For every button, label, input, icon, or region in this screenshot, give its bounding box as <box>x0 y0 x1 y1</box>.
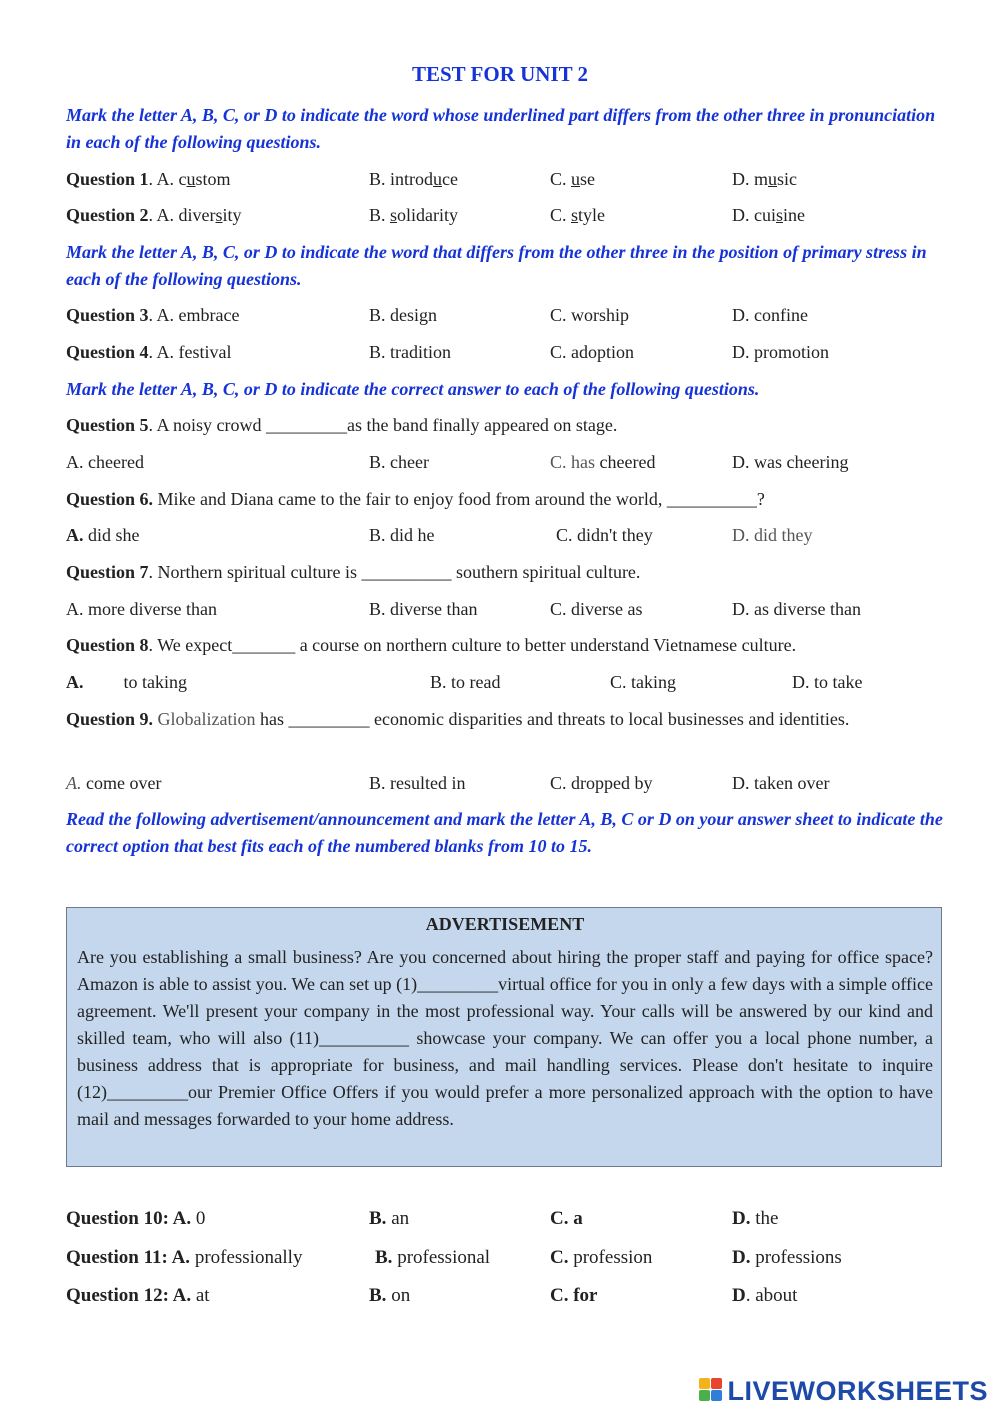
question-11: Question 11: A. professionally <box>66 1247 303 1268</box>
q8-option-b[interactable]: B. to read <box>430 672 501 692</box>
advertisement-box <box>66 907 942 1167</box>
question-label: Question 1 <box>66 169 149 189</box>
question-5: Question 5. A noisy crowd _________as the band finally appeared on stage. <box>66 415 618 435</box>
q1-option-c[interactable]: C. use <box>550 169 596 189</box>
q2-option-c[interactable]: C. style <box>550 205 606 225</box>
liveworksheets-logo <box>699 1374 988 1408</box>
q7-option-c[interactable]: C. diverse as <box>550 599 643 619</box>
q5-option-c[interactable]: C. has cheered <box>550 452 656 472</box>
q7-option-b[interactable]: B. diverse than <box>369 599 478 619</box>
q7-option-d[interactable]: D. as diverse than <box>732 599 861 619</box>
q8-option-c[interactable]: C. taking <box>610 672 676 692</box>
q2-option-b[interactable]: B. solidarity <box>369 205 459 225</box>
q8-option-a[interactable]: A. to taking <box>66 672 187 692</box>
q8-option-d[interactable]: D. to take <box>792 672 863 692</box>
q9-option-d[interactable]: D. taken over <box>732 773 830 793</box>
question-1: Question 1. A. custom <box>66 169 231 189</box>
q3-option-b[interactable]: B. design <box>369 305 438 325</box>
logo-text: LIVEWORKSHEETS <box>727 1375 988 1406</box>
q4-option-d[interactable]: D. promotion <box>732 342 829 362</box>
question-2: Question 2. A. diversity <box>66 205 242 225</box>
page-title: TEST FOR UNIT 2 <box>411 62 589 86</box>
q4-option-b[interactable]: B. tradition <box>369 342 451 362</box>
q11-option-c[interactable]: C. profession <box>550 1247 653 1268</box>
logo-mark-icon <box>699 1378 723 1404</box>
q9-option-c[interactable]: C. dropped by <box>550 773 653 793</box>
q7-option-a[interactable]: A. more diverse than <box>66 599 217 619</box>
q5-option-a[interactable]: A. cheered <box>66 452 144 472</box>
q1-option-d[interactable]: D. music <box>732 169 797 189</box>
q5-option-d[interactable]: D. was cheering <box>732 452 849 472</box>
q6-option-b[interactable]: B. did he <box>369 525 435 545</box>
q12-option-c[interactable]: C. for <box>550 1285 598 1306</box>
q11-option-d[interactable]: D. professions <box>732 1247 842 1268</box>
instruction-correct-answer: Mark the letter A, B, C, or D to indicate the correct answer to each of the following questions. <box>66 379 760 399</box>
question-8: Question 8. We expect_______ a course on northern culture to better understand Vietnamese culture. <box>66 635 797 655</box>
advertisement-text: Are you establishing a small business? Are you concerned about hiring the proper staff and paying for office space? Amazon is able to assist you. We can set up (1)_________virtual office for you in only a few days with a simple office agreement. We'll present your company in the most professional way. Your calls will be answered by our kind and skilled team, who will also (11)__________ showcase your company. We can offer you a local phone number, a business address that is appropriate for business, and mail handling services. Please don't hesitate to inquire (12)_________our Premier Office Offers if you would prefer a more personalized approach with the option to have mail and messages forwarded to your home address. <box>77 947 933 1129</box>
q6-option-d[interactable]: D. did they <box>732 525 813 545</box>
instruction-reading: Read the following advertisement/announcement and mark the letter A, B, C or D on your answer sheet to indicate the correct option that best fits each of the numbered blanks from 10 to 15. <box>66 809 943 856</box>
q12-option-d[interactable]: D. about <box>732 1285 798 1306</box>
instruction-pronunciation: Mark the letter A, B, C, or D to indicate the word whose underlined part differs from the other three in pronunciation in each of the following questions. <box>66 105 936 152</box>
q10-option-b[interactable]: B. an <box>369 1208 410 1229</box>
question-3: Question 3. A. embrace <box>66 305 240 325</box>
instruction-stress: Mark the letter A, B, C, or D to indicate the word that differs from the other three in the position of primary stress in each of the following questions. <box>66 242 927 289</box>
q11-option-b[interactable]: B. professional <box>375 1247 491 1268</box>
q10-option-c[interactable]: C. a <box>550 1208 583 1229</box>
question-6: Question 6. Mike and Diana came to the fair to enjoy food from around the world, __________? <box>66 489 765 509</box>
question-12: Question 12: A. at <box>66 1285 210 1306</box>
q12-option-b[interactable]: B. on <box>369 1285 411 1306</box>
question-10: Question 10: A. 0 <box>66 1208 206 1229</box>
q2-option-d[interactable]: D. cuisine <box>732 205 806 225</box>
q3-option-c[interactable]: C. worship <box>550 305 630 325</box>
q9-option-a[interactable]: A. come over <box>66 773 162 793</box>
q9-option-b[interactable]: B. resulted in <box>369 773 466 793</box>
q5-option-b[interactable]: B. cheer <box>369 452 429 472</box>
advertisement-title: ADVERTISEMENT <box>425 914 585 934</box>
question-4: Question 4. A. festival <box>66 342 232 362</box>
q6-option-a[interactable]: A. did she <box>66 525 140 545</box>
q4-option-c[interactable]: C. adoption <box>550 342 634 362</box>
question-7: Question 7. Northern spiritual culture is __________ southern spiritual culture. <box>66 562 641 582</box>
q1-option-b[interactable]: B. introduce <box>369 169 458 189</box>
q10-option-d[interactable]: D. the <box>732 1208 779 1229</box>
question-9: Question 9. Globalization has _________ economic disparities and threats to local businesses and identities. <box>66 709 850 729</box>
q3-option-d[interactable]: D. confine <box>732 305 808 325</box>
q6-option-c[interactable]: C. didn't they <box>556 525 653 545</box>
